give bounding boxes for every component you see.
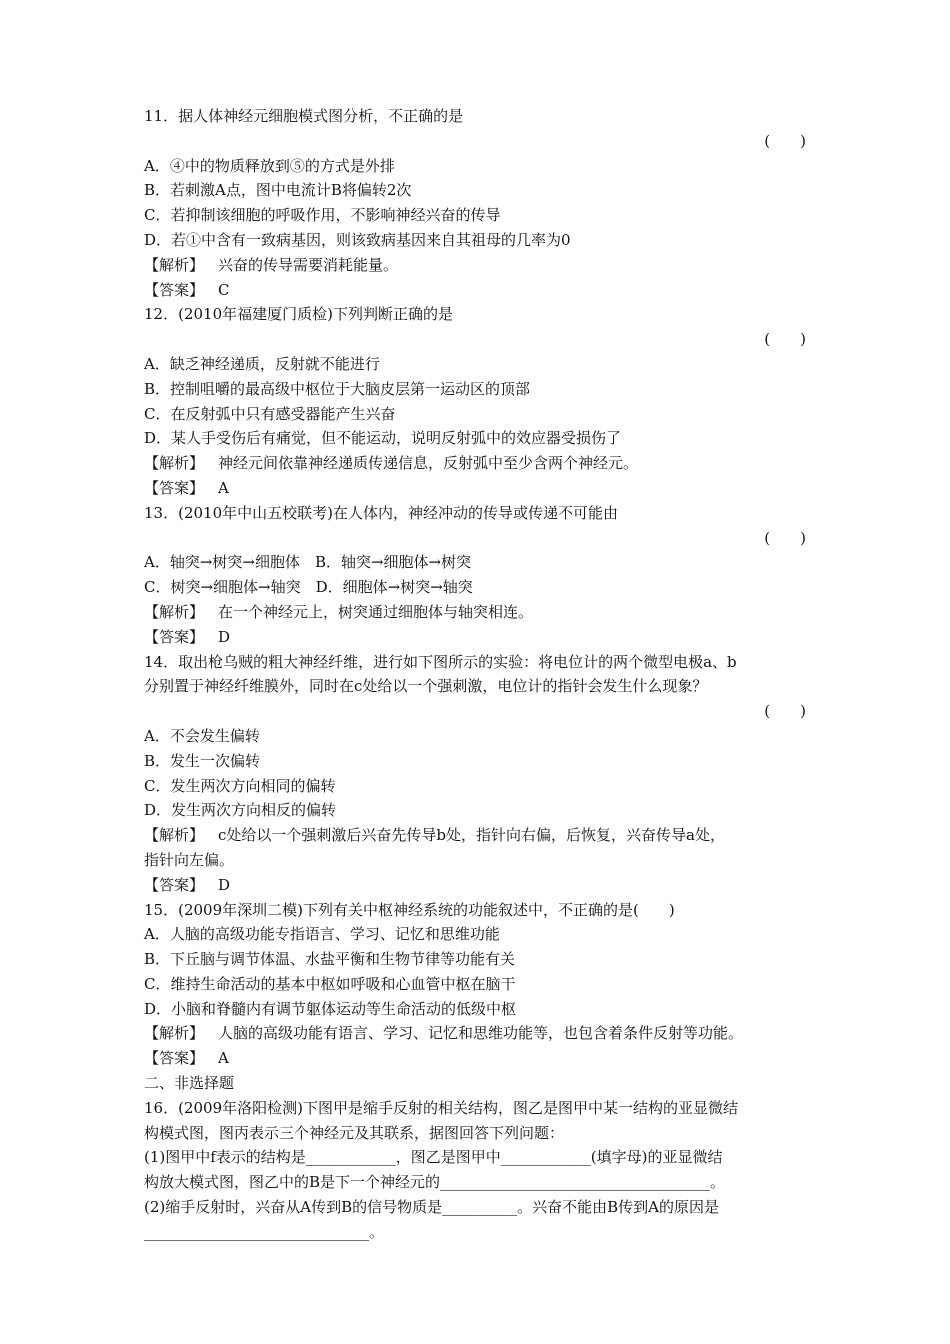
analysis-text: 人脑的高级功能有语言、学习、记忆和思维功能等，也包含着条件反射等功能。 — [218, 1024, 744, 1043]
analysis-tag: 【解析】 — [144, 826, 205, 845]
q13-options-ab: A．轴突→树突→细胞体 B．轴突→细胞体→树突 — [144, 553, 472, 572]
question-15 — [144, 898, 810, 1072]
q16-line-2: 构模式图，图丙表示三个神经元及其联系，据图回答下列问题： — [144, 1123, 565, 1142]
q16-line-4: 构放大模式图，图乙中的B是下一个神经元的____________________________________。 — [144, 1173, 726, 1192]
q12-option-d: D．某人手受伤后有痛觉，但不能运动，说明反射弧中的效应器受损伤了 — [144, 429, 622, 448]
q15-answer — [144, 1046, 810, 1071]
document-page — [144, 104, 810, 1245]
q12-stem: 12．(2010年福建厦门质检)下列判断正确的是 — [144, 305, 453, 324]
analysis-text: 在一个神经元上，树突通过细胞体与轴突相连。 — [218, 602, 534, 621]
q11-answer-parens: ( ) — [764, 131, 806, 150]
q16-line-6: ______________________________。 — [144, 1222, 385, 1241]
q12-option-c: C．在反射弧中只有感受器能产生兴奋 — [144, 404, 396, 423]
q11-answer — [144, 278, 810, 303]
answer-text: A — [218, 1049, 229, 1068]
answer-text: D — [218, 875, 231, 894]
q14-stem-line-2: 分别置于神经纤维膜外，同时在c处给以一个强刺激，电位计的指针会发生什么现象？ — [144, 677, 708, 696]
analysis-tag: 【解析】 — [144, 255, 205, 274]
q15-option-a: A．人脑的高级功能专指语言、学习、记忆和思维功能 — [144, 925, 500, 944]
q14-answer-parens: ( ) — [764, 702, 806, 721]
q13-answer — [144, 625, 810, 650]
q14-option-c: C．发生两次方向相同的偏转 — [144, 776, 336, 795]
q13-analysis — [144, 600, 810, 625]
answer-text: A — [218, 478, 229, 497]
q14-analysis-line-2: 指针向左偏。 — [144, 850, 235, 869]
q11-option-a: A．④中的物质释放到⑤的方式是外排 — [144, 156, 395, 175]
question-14 — [144, 650, 810, 898]
answer-tag: 【答案】 — [144, 875, 205, 894]
q12-option-a: A．缺乏神经递质，反射就不能进行 — [144, 354, 380, 373]
q12-answer — [144, 476, 810, 501]
answer-tag: 【答案】 — [144, 280, 205, 299]
q13-stem: 13．(2010年中山五校联考)在人体内，神经冲动的传导或传递不可能由 — [144, 503, 618, 522]
question-13 — [144, 501, 810, 650]
q12-option-b: B．控制咀嚼的最高级中枢位于大脑皮层第一运动区的顶部 — [144, 379, 531, 398]
q11-option-b: B．若刺激A点，图中电流计B将偏转2次 — [144, 181, 412, 200]
answer-tag: 【答案】 — [144, 627, 205, 646]
q15-analysis — [144, 1021, 810, 1046]
analysis-text: 兴奋的传导需要消耗能量。 — [218, 255, 399, 274]
q14-analysis — [144, 823, 810, 848]
q14-stem-line-1: 14．取出枪乌贼的粗大神经纤维，进行如下图所示的实验：将电位计的两个微型电极a、b — [144, 652, 737, 671]
analysis-tag: 【解析】 — [144, 1024, 205, 1043]
q11-stem: 11．据人体神经元细胞模式图分析，不正确的是 — [144, 107, 464, 125]
answer-tag: 【答案】 — [144, 478, 205, 497]
q16-line-3: (1)图甲中f表示的结构是____________，图乙是图甲中____________(填字母)的亚显微结 — [144, 1148, 723, 1167]
analysis-text: c处给以一个强刺激后兴奋先传导b处，指针向右偏，后恢复，兴奋传导a处， — [218, 826, 725, 845]
q11-analysis — [144, 253, 810, 278]
q15-stem: 15．(2009年深圳二模)下列有关中枢神经系统的功能叙述中，不正确的是( ) — [144, 900, 675, 919]
answer-text: D — [218, 627, 231, 646]
analysis-tag: 【解析】 — [144, 454, 205, 473]
q12-analysis — [144, 451, 810, 476]
question-11 — [144, 104, 810, 302]
q11-option-d: D．若①中含有一致病基因，则该致病基因来自其祖母的几率为0 — [144, 230, 571, 249]
analysis-text: 神经元间依靠神经递质传递信息，反射弧中至少含两个神经元。 — [218, 454, 639, 473]
q14-option-b: B．发生一次偏转 — [144, 751, 261, 770]
q13-options-cd: C．树突→细胞体→轴突 D．细胞体→树突→轴突 — [144, 578, 473, 597]
q15-option-c: C．维持生命活动的基本中枢如呼吸和心血管中枢在脑干 — [144, 974, 516, 993]
q15-option-b: B．下丘脑与调节体温、水盐平衡和生物节律等功能有关 — [144, 950, 516, 969]
section-heading: 二、非选择题 — [144, 1074, 235, 1093]
answer-tag: 【答案】 — [144, 1049, 205, 1068]
q14-option-d: D．发生两次方向相反的偏转 — [144, 801, 337, 820]
answer-text: C — [218, 280, 230, 299]
q14-answer — [144, 873, 810, 898]
q15-option-d: D．小脑和脊髓内有调节躯体运动等生命活动的低级中枢 — [144, 999, 517, 1018]
q14-option-a: A．不会发生偏转 — [144, 726, 260, 745]
analysis-tag: 【解析】 — [144, 602, 205, 621]
question-12 — [144, 302, 810, 500]
q13-answer-parens: ( ) — [764, 528, 806, 547]
q12-answer-parens: ( ) — [764, 330, 806, 349]
q16-line-5: (2)缩手反射时，兴奋从A传到B的信号物质是__________。兴奋不能由B传到A的原因是 — [144, 1198, 719, 1217]
q11-option-c: C．若抑制该细胞的呼吸作用，不影响神经兴奋的传导 — [144, 206, 501, 225]
question-16 — [144, 1096, 810, 1245]
q16-line-1: 16．(2009年洛阳检测)下图甲是缩手反射的相关结构，图乙是图甲中某一结构的亚显微结 — [144, 1098, 738, 1117]
